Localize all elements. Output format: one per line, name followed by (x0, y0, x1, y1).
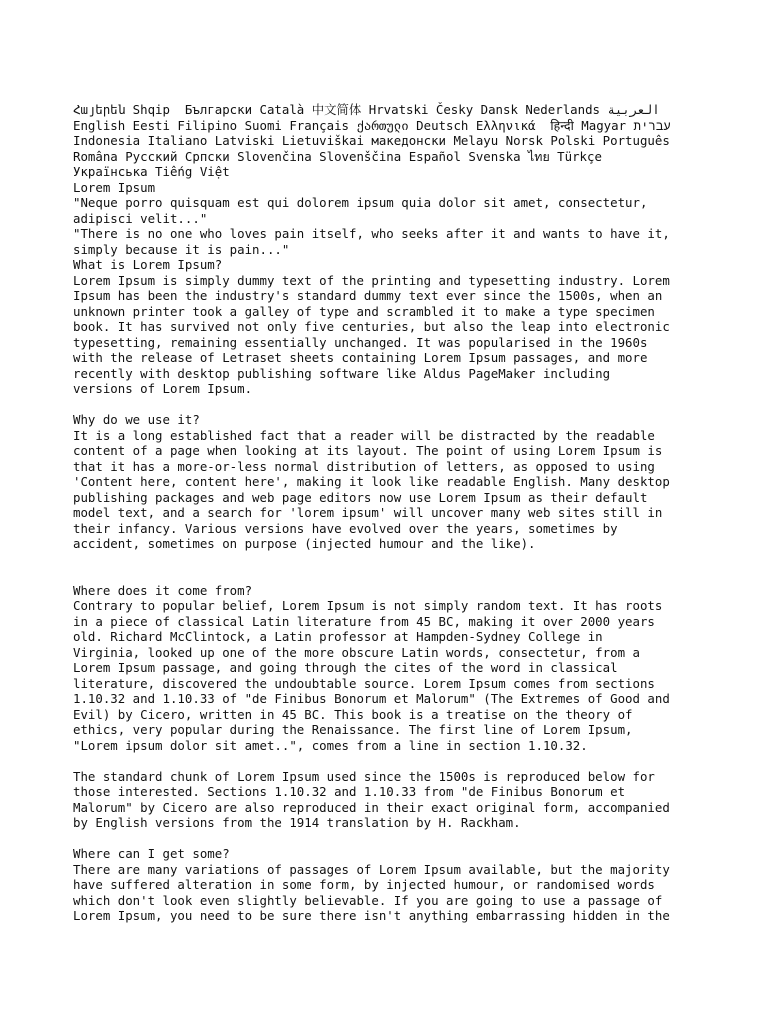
language-list (73, 102, 703, 180)
quote-line: "Neque porro quisquam est qui dolorem ipsum quia dolor sit amet, consectetur, (73, 195, 648, 210)
paragraph-line: literature, discovered the undoubtable source. Lorem Ipsum comes from sections (73, 675, 655, 691)
paragraph-line: Lorem Ipsum passage, and going through the cites of the word in classical (73, 660, 618, 675)
spacer (73, 753, 703, 769)
paragraph-line: Contrary to popular belief, Lorem Ipsum is not simply random text. It has roots (73, 598, 663, 613)
paragraph-line: Ipsum has been the industry's standard dummy text ever since the 1500s, when an (73, 288, 663, 303)
section-what-is-lorem-ipsum (73, 257, 703, 397)
paragraph-line: those interested. Sections 1.10.32 and 1.10.33 from "de Finibus Bonorum et (73, 784, 626, 799)
spacer (73, 397, 703, 413)
paragraph-line: It is a long established fact that a reader will be distracted by the readable (73, 427, 655, 443)
paragraph-line: "Lorem ipsum dolor sit amet..", comes from a line in section 1.10.32. (73, 737, 588, 753)
paragraph-line: have suffered alteration in some form, by injected humour, or randomised words (73, 877, 655, 892)
quote-line: simply because it is pain..." (73, 241, 290, 257)
section-why-do-we-use-it (73, 412, 703, 552)
quote-line: adipisci velit..." (73, 210, 208, 226)
paragraph-line: ethics, very popular during the Renaissance. The first line of Lorem Ipsum, (73, 722, 633, 737)
paragraph-line: by English versions from the 1914 translation by H. Rackham. (73, 815, 521, 830)
paragraph-line: in a piece of classical Latin literature from 45 BC, making it over 2000 years (73, 613, 655, 629)
paragraph-line: their infancy. Various versions have evolved over the years, sometimes by (73, 520, 618, 536)
paragraph-line: that it has a more-or-less normal distribution of letters, as opposed to using (73, 458, 655, 474)
paragraph-line: There are many variations of passages of Lorem Ipsum available, but the majority (73, 861, 670, 877)
paragraph-line: old. Richard McClintock, a Latin professor at Hampden-Sydney College in (73, 629, 603, 644)
paragraph-line: Lorem Ipsum is simply dummy text of the printing and typesetting industry. Lorem (73, 272, 670, 288)
paragraph-line: Virginia, looked up one of the more obscure Latin words, consectetur, from a (73, 644, 640, 660)
paragraph-line: Evil) by Cicero, written in 45 BC. This book is a treatise on the theory of (73, 706, 633, 722)
paragraph-line: accident, sometimes on purpose (injected humour and the like). (73, 536, 536, 551)
quote-no-one-loves-pain (73, 226, 703, 257)
spacer (73, 831, 703, 847)
section-where-does-it-come-from (73, 583, 703, 831)
paragraph-line: content of a page when looking at its layout. The point of using Lorem Ipsum is (73, 443, 663, 458)
language-line[interactable]: Româna Русский Српски Slovenčina Slovenščina Español Svenska ไทย Türkçe (73, 148, 602, 164)
paragraph-line: versions of Lorem Ipsum. (73, 381, 253, 396)
section-where-can-i-get-some (73, 846, 703, 924)
quote-neque-porro (73, 195, 703, 226)
paragraph-line: book. It has survived not only five centuries, but also the leap into electronic (73, 319, 670, 334)
quote-line: "There is no one who loves pain itself, who seeks after it and wants to have it, (73, 226, 670, 241)
section-heading: Why do we use it? (73, 412, 200, 427)
paragraph-line: Malorum" by Cicero are also reproduced in their exact original form, accompanied (73, 799, 670, 815)
section-heading: Where does it come from? (73, 582, 253, 598)
paragraph-line: unknown printer took a galley of type and scrambled it to make a type specimen (73, 303, 655, 319)
paragraph-line: model text, and a search for 'lorem ipsum' will uncover many web sites still in (73, 505, 663, 520)
paragraph-line: recently with desktop publishing software like Aldus PageMaker including (73, 365, 611, 381)
paragraph-line: typesetting, remaining essentially unchanged. It was popularised in the 1960s (73, 334, 648, 350)
section-heading: What is Lorem Ipsum? (73, 257, 223, 272)
paragraph-line: 1.10.32 and 1.10.33 of "de Finibus Bonorum et Malorum" (The Extremes of Good and (73, 691, 670, 706)
paragraph-line: The standard chunk of Lorem Ipsum used since the 1500s is reproduced below for (73, 768, 655, 784)
spacer (73, 552, 703, 583)
paragraph-line: 'Content here, content here', making it look like readable English. Many desktop (73, 474, 670, 489)
language-line[interactable]: Indonesia Italiano Latviski Lietuviškai македонски Melayu Norsk Polski Português (73, 133, 670, 148)
section-heading: Where can I get some? (73, 846, 230, 861)
paragraph-line: which don't look even slightly believable. If you are going to use a passage of (73, 892, 663, 908)
paragraph-line: with the release of Letraset sheets containing Lorem Ipsum passages, and more (73, 350, 648, 365)
paragraph-line: Lorem Ipsum, you need to be sure there isn't anything embarrassing hidden in the (73, 908, 670, 923)
language-line[interactable]: Українська Tiếng Việt (73, 164, 230, 179)
page-title: Lorem Ipsum (73, 179, 156, 195)
document-page (73, 102, 703, 924)
language-line[interactable]: Հայերեն Shqip Български Català 中文简体 Hrvatski Česky Dansk Nederlands العربية (73, 102, 660, 117)
paragraph-line: publishing packages and web page editors now use Lorem Ipsum as their default (73, 489, 648, 505)
language-line[interactable]: English Eesti Filipino Suomi Français ქართული Deutsch Ελληνικά हिन्दी Magyar עברית (73, 117, 671, 133)
